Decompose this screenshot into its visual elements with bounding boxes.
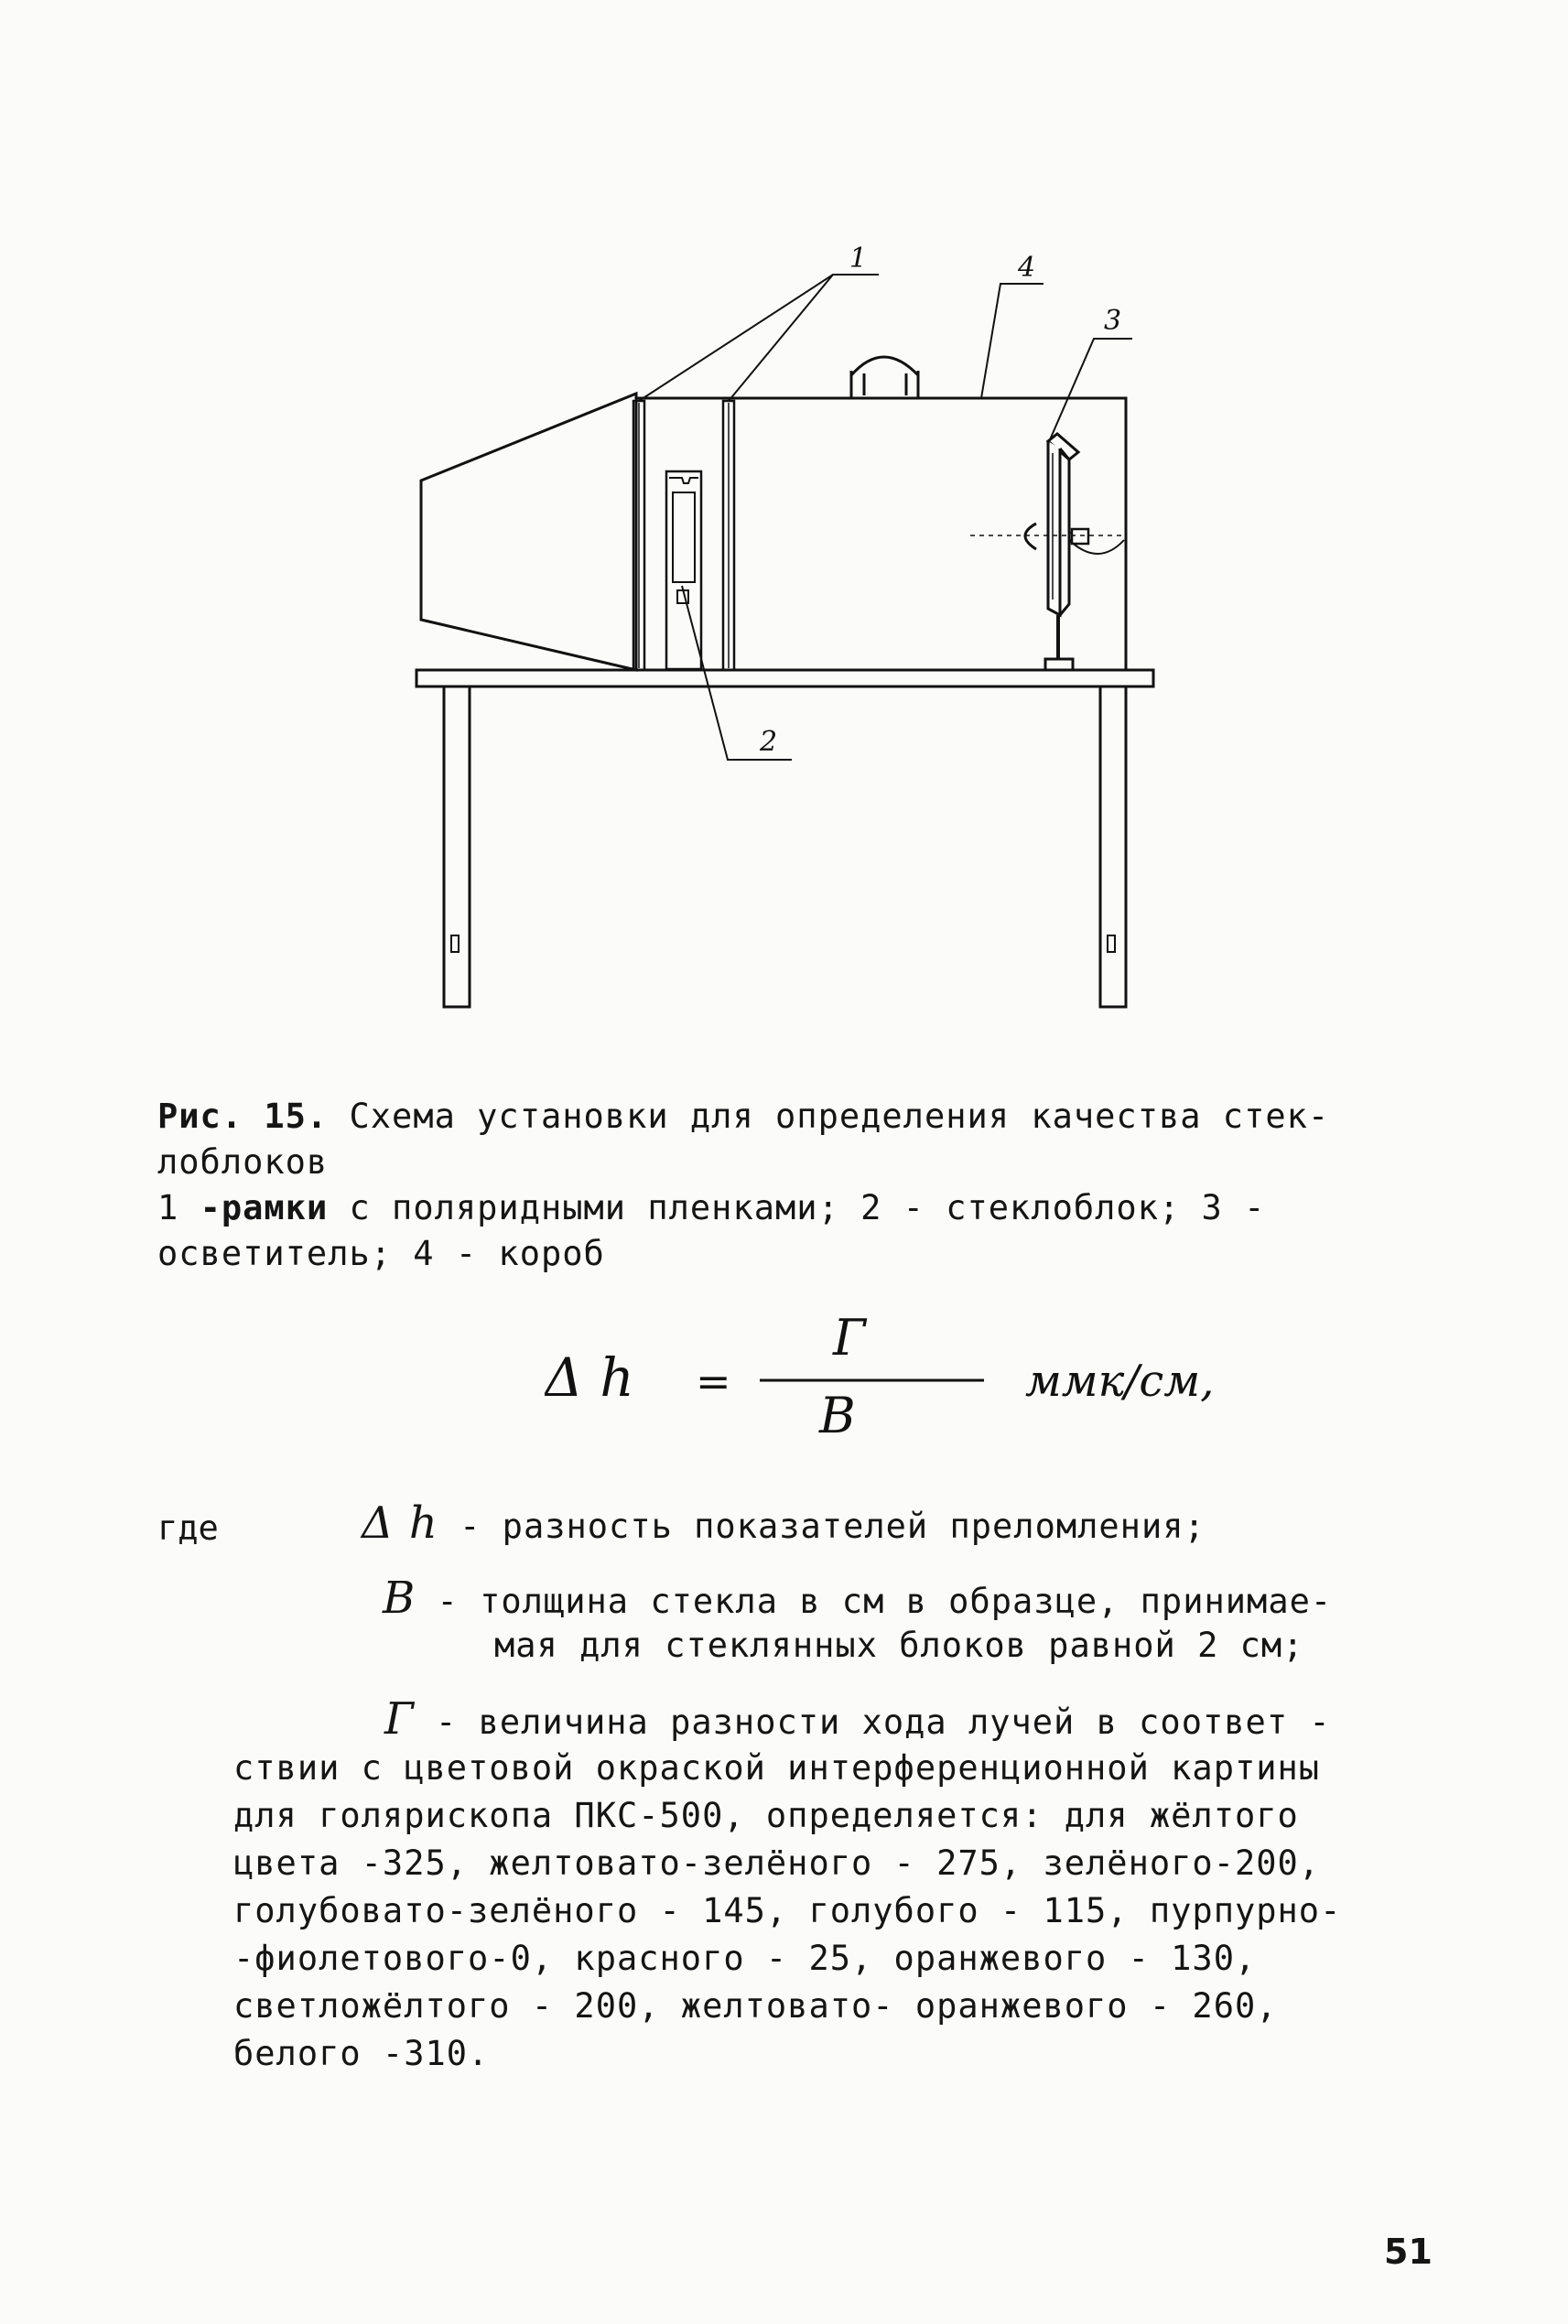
body-line: светложёлтого - 200, желтовато- оранжевого - 260,	[233, 1986, 1278, 2026]
table-leg-right	[1100, 686, 1126, 1007]
definition-text: - величина разности хода лучей в соответ -	[414, 1702, 1331, 1742]
where-label: где	[157, 1508, 219, 1548]
label-2: 2	[760, 726, 778, 758]
glass-block	[673, 492, 695, 582]
definition-text: - разность показателей преломления;	[438, 1507, 1206, 1546]
body-line: голубовато-зелёного - 145, голубого - 115, пурпурно-	[233, 1891, 1342, 1930]
definition-delta-h	[362, 1497, 1206, 1549]
apparatus-diagram	[366, 238, 1190, 1016]
definition-g-body	[233, 1745, 1423, 2078]
body-line: ствии с цветовой окраской интерференционной картины	[233, 1748, 1321, 1788]
formula	[545, 1304, 1332, 1442]
leader-3	[1048, 339, 1132, 444]
table-leg-left	[444, 686, 470, 1007]
body-line: -фиолетового-0, красного - 25, оранжевого - 130,	[233, 1939, 1257, 1978]
caption-prefix: Рис. 15.	[157, 1097, 329, 1136]
label-1: 1	[849, 243, 868, 275]
table-top	[416, 670, 1153, 686]
definition-symbol: Г	[384, 1693, 415, 1745]
apparatus-figure	[366, 238, 1190, 1016]
definition-b	[383, 1573, 1435, 1668]
formula-svg	[545, 1304, 1332, 1442]
definition-continuation: мая для стеклянных блоков равной 2 см;	[494, 1626, 1304, 1665]
formula-equals: =	[696, 1357, 731, 1406]
definition-text: - толщина стекла в см в образце, принимае-	[416, 1582, 1333, 1621]
definition-symbol: В	[383, 1573, 416, 1624]
body-line: цвета -325, желтовато-зелёного - 275, зелёного-200,	[233, 1843, 1321, 1883]
formula-unit: ммк/см,	[1025, 1356, 1215, 1407]
label-3: 3	[1104, 305, 1122, 337]
formula-lhs: Δ h	[545, 1346, 634, 1409]
definition-symbol: Δ h	[362, 1497, 438, 1549]
body-line: белого -310.	[233, 2034, 490, 2073]
box-handle	[851, 357, 918, 398]
formula-denominator: В	[819, 1387, 856, 1442]
page-number: 51	[1384, 2232, 1433, 2272]
illuminator	[1025, 434, 1124, 670]
caption-title-line1: Схема установки для определения качества стек-	[328, 1097, 1330, 1136]
caption-legend-line2: осветитель; 4 - короб	[157, 1234, 605, 1273]
definition-g	[384, 1693, 1331, 1745]
caption-legend-bold: -рамки	[200, 1188, 329, 1227]
figure-caption	[157, 1094, 1411, 1277]
formula-numerator: Г	[833, 1309, 866, 1367]
label-4: 4	[1018, 252, 1036, 284]
caption-title	[157, 1094, 1411, 1140]
viewing-cone	[421, 394, 636, 670]
leader-4	[981, 284, 1044, 398]
caption-legend: 1 -рамки с поляридными пленками; 2 - стеклоблок; 3 -	[157, 1188, 1266, 1227]
leader-1	[639, 275, 879, 401]
caption-title-line2: лоблоков	[157, 1142, 329, 1182]
body-line: для голярископа ПКС-500, определяется: для жёлтого	[233, 1796, 1299, 1835]
